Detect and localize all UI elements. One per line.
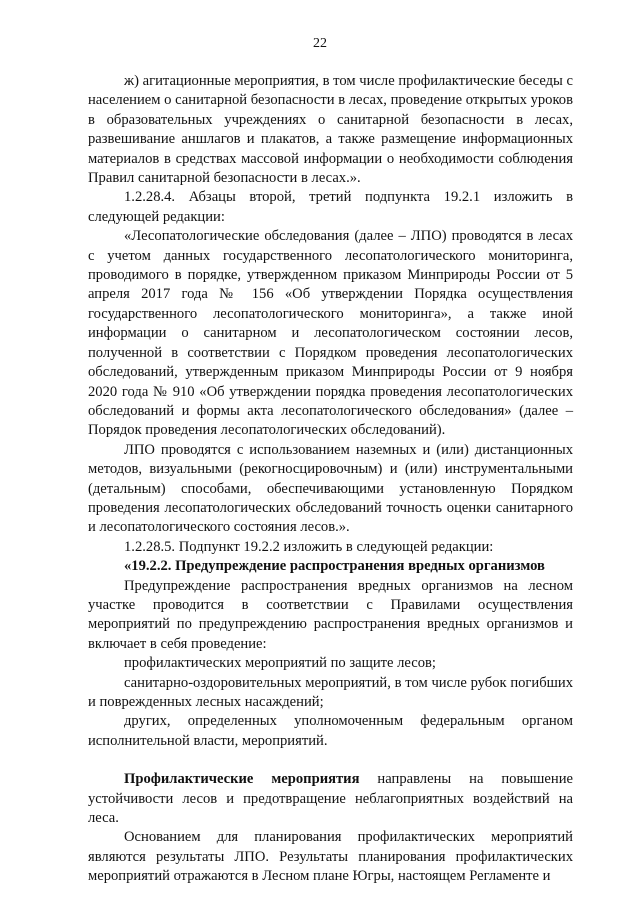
list-item-other: других, определенных уполномоченным федеральным органом исполнительной власти, мероприятий. — [88, 713, 573, 749]
paragraph-amendment-1-2-28-4: 1.2.28.4. Абзацы второй, третий подпункта 19.2.1 изложить в следующей редакции: — [88, 189, 573, 225]
list-item-preventive: профилактических мероприятий по защите лесов; — [124, 655, 436, 672]
paragraph-amendment-1-2-28-5: 1.2.28.5. Подпункт 19.2.2 изложить в следующей редакции: — [124, 538, 494, 555]
list-item-sanitary: санитарно-оздоровительных мероприятий, в том числе рубок погибших и поврежденных лесных насаждений; — [88, 674, 573, 710]
bold-term: Профилактические мероприятия — [124, 771, 360, 788]
section-heading-19-2-2: «19.2.2. Предупреждение распространения вредных организмов — [124, 558, 545, 575]
paragraph-prevention: Предупреждение распространения вредных организмов на лесном участке проводится в соответствии с Правилами осуществления мероприятий по предупреждению распространения вредных организмов и включает в себя проведение: — [88, 577, 573, 652]
paragraph-lpo-methods: ЛПО проводятся с использованием наземных и (или) дистанционных методов, визуальными (рекогносцировочным) и (или) инструментальными (детальным) способами, обеспечивающими установленную Порядком проведения лесопатологических обследований точность оценки санитарного и лесопатологического состояния лесов.». — [88, 441, 573, 536]
paragraph-lpo-definition: «Лесопатологические обследования (далее – ЛПО) проводятся в лесах с учетом данных государственного лесопатологического мониторинга, проводимого в порядке, утвержденном приказом Минприроды России от 5 апреля 2017 года № 156 «Об утверждении Порядка осуществления государственного лесопатологического мониторинга», а также иной информации о санитарном и лесопатологическом состоянии лесов, полученной в соответствии с Порядком проведения лесопатологических обследований, утвержденным приказом Минприроды России от 9 ноября 2020 года № 910 «Об утверждении порядка проведения лесопатологических обследований и формы акта лесопатологического обследования» (далее – Порядок проведения лесопатологических обследований). — [88, 228, 573, 439]
paragraph-agitation: ж) агитационные мероприятия, в том числе профилактические беседы с населением о санитарной безопасности в лесах, проведение открытых уроков в образовательных учреждениях о санитарной безопасности в лесах, развешивание аншлагов и плакатов, а также размещение информационных материалов в средствах массовой информации о необходимости соблюдения Правил санитарной безопасности в лесах.». — [88, 73, 573, 187]
paragraph-preventive-measures — [88, 770, 573, 828]
document-body — [88, 72, 573, 887]
page-number: 22 — [313, 36, 327, 51]
paragraph-preventive-rest: направлены на повышение устойчивости лесов и предотвращение неблагоприятных воздействий на леса. — [88, 771, 573, 827]
paragraph-planning-basis: Основанием для планирования профилактических мероприятий являются результаты ЛПО. Результаты планирования профилактических мероприятий отражаются в Лесном плане Югры, настоящем Регламенте и — [88, 829, 573, 885]
